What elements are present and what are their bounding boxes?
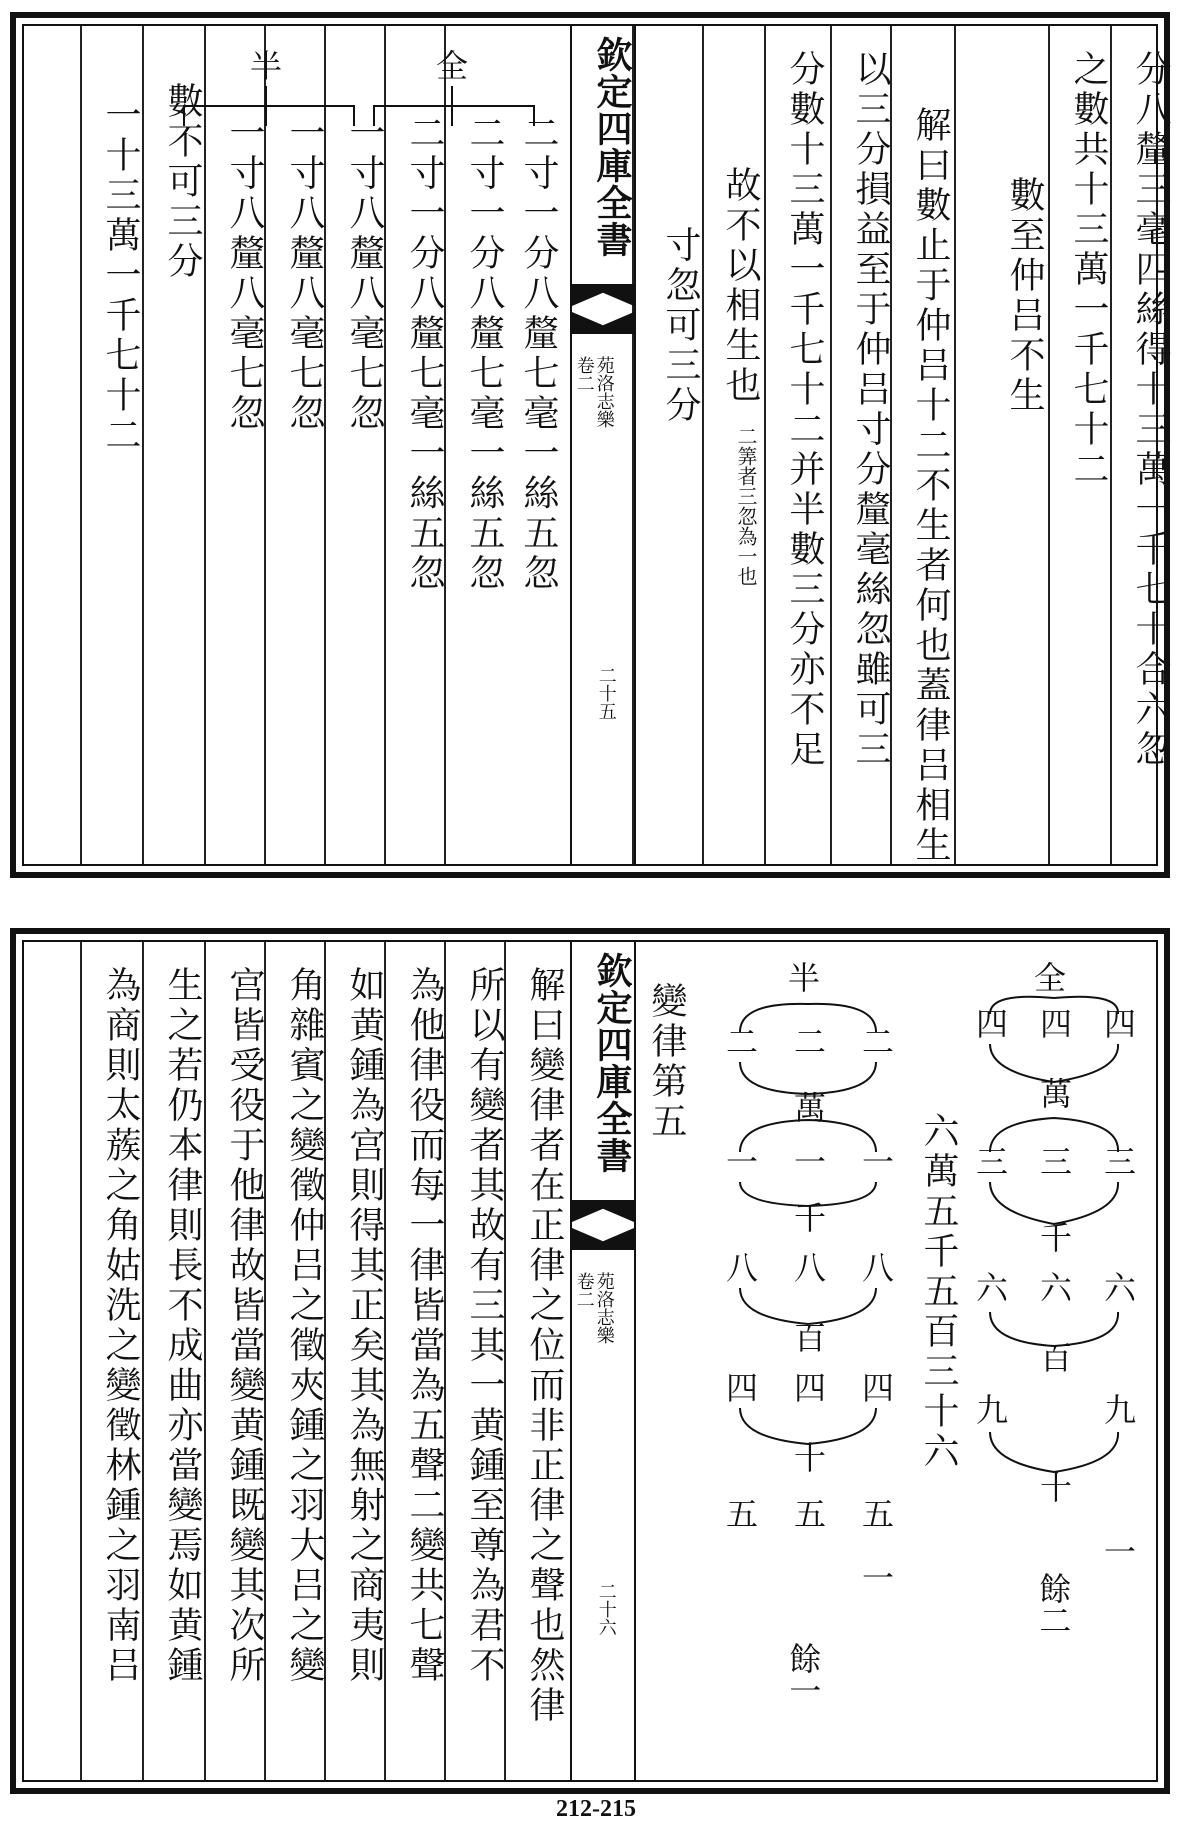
text-column [26, 942, 76, 1780]
fish-tail-mark [572, 1228, 634, 1250]
text-column: 解曰變律者在正律之位而非正律之聲也然律 [524, 966, 565, 1726]
tree-digit: 一 [726, 1143, 759, 1181]
top-page [10, 12, 1170, 878]
diagram-column: 二寸一分八釐七毫一絲五忽 [464, 114, 505, 594]
tree-digit: 六 [1040, 1269, 1073, 1307]
tree-digit: 一 [1104, 1533, 1137, 1571]
tree-digit: 三 [1104, 1143, 1137, 1181]
tree-digit: 一 [794, 1143, 827, 1181]
text-column: 所以有變者其故有三其一黄鍾至尊為君不 [464, 966, 505, 1686]
tree-digit: 八 [862, 1249, 895, 1287]
folio-number: 二十六 [595, 1582, 617, 1636]
text-column: 故不以相生也 [720, 166, 761, 406]
tree-half-label: 半 [788, 959, 821, 997]
text-column: 角雜賓之變徵仲吕之徵夾鍾之羽大吕之變 [284, 966, 325, 1686]
bottom-page-frame [22, 940, 1158, 1782]
diagram-column: 二寸一分八釐七毫一絲五忽 [404, 114, 445, 594]
text-column: 分八釐三毫四絲得十三萬一千七十合六忽 [1130, 50, 1171, 770]
text-column: 一十三萬一千七十二 [100, 96, 141, 456]
center-banner-strip [570, 942, 636, 1780]
tree-digit: 百 [794, 1319, 827, 1357]
text-column: 分數十三萬一千七十二并半數三分亦不足 [784, 50, 825, 770]
diagram-column: 一寸八釐八毫七忽 [284, 114, 325, 434]
tree-digit: 一 [862, 1143, 895, 1181]
tree-digit: 四 [726, 1369, 759, 1407]
tree-digit: 千 [1040, 1219, 1073, 1257]
volume-label: 卷二 [573, 1272, 595, 1308]
tree-digit: 五 [794, 1495, 827, 1533]
folio-number: 二十五 [595, 666, 617, 720]
tree-digit: 萬 [1040, 1075, 1073, 1113]
tree-digit: 千 [794, 1199, 827, 1237]
tree-digit: 四 [1040, 1005, 1073, 1043]
tree-digit: 二 [726, 1023, 759, 1061]
tree-digit: 二 [794, 1023, 827, 1061]
tree-digit: 八 [726, 1249, 759, 1287]
tree-digit: 四 [976, 1005, 1009, 1043]
volume-label: 卷二 [573, 356, 595, 392]
tree-digit: 一 [862, 1559, 895, 1597]
tree-digit: 四 [794, 1369, 827, 1407]
tree-digit: 三 [1040, 1143, 1073, 1181]
page-number: 212-215 [556, 1796, 636, 1822]
tree-digit: 二 [862, 1023, 895, 1061]
text-column: 如黄鍾為宫則得其正矣其為無射之商夷則 [344, 966, 385, 1686]
text-column: 生之若仍本律則長不成曲亦當變焉如黄鍾 [162, 966, 203, 1686]
tree-digit: 八 [794, 1249, 827, 1287]
text-column: 為他律役而每一律皆當為五聲二變共七聲 [404, 966, 445, 1686]
text-column: 數不可三分 [162, 82, 203, 282]
tree-digit: 十 [1040, 1469, 1073, 1507]
result-column: 六萬五千五百三十六 [918, 1112, 959, 1472]
tree-digit: 五 [726, 1495, 759, 1533]
tree-digit: 萬 [794, 1089, 827, 1127]
text-column: 之數共十三萬一千七十二 [1068, 50, 1109, 490]
banner-title: 欽定四庫全書 [591, 36, 633, 258]
text-column [26, 26, 76, 864]
diagram-column: 二寸一分八釐七毫一絲五忽 [518, 114, 559, 594]
fish-tail-mark [572, 1200, 634, 1222]
tree-digit: 五 [862, 1495, 895, 1533]
annotation-note: 二筭者三忽為一也 [734, 426, 758, 586]
book-subtitle: 苑洛志樂 [593, 1272, 615, 1344]
text-column: 以三分損益至于仲吕寸分釐毫絲忽雖可三 [850, 50, 891, 770]
text-column: 寸忽可三分 [660, 226, 701, 426]
chapter-title: 變律第五 [646, 982, 687, 1142]
tree-digit: 十 [794, 1439, 827, 1477]
tree-digit: 六 [976, 1269, 1009, 1307]
tree-whole-label: 全 [1034, 959, 1067, 997]
tree-digit: 六 [1104, 1269, 1137, 1307]
tree-remainder: 餘一 [784, 1642, 823, 1706]
tree-digit: 四 [1104, 1005, 1137, 1043]
tree-digit: 百 [1040, 1339, 1073, 1377]
text-column: 解曰數止于仲吕十二不生者何也蓋律吕相生 [910, 106, 951, 866]
top-page-frame [22, 24, 1171, 866]
diagram-column: 一寸八釐八毫七忽 [344, 114, 385, 434]
tree-digit: 四 [862, 1369, 895, 1407]
text-column: 為商則太蔟之角姑洗之變徵林鍾之羽南吕 [100, 966, 141, 1686]
book-subtitle: 苑洛志樂 [593, 356, 615, 428]
diagram-column: 一寸八釐八毫七忽 [224, 114, 265, 434]
banner-title: 欽定四庫全書 [591, 952, 633, 1174]
text-column: 宫皆受役于他律故皆當變黄鍾既變其次所 [224, 966, 265, 1686]
tree-digit: 九 [1104, 1391, 1137, 1429]
tree-digit: 九 [976, 1391, 1009, 1429]
tree-digit: 三 [976, 1143, 1009, 1181]
text-column: 數至仲吕不生 [1004, 176, 1045, 416]
whole-label: 全 [436, 47, 469, 85]
half-label: 半 [250, 47, 283, 85]
bottom-page [10, 928, 1170, 1794]
tree-remainder: 餘二 [1034, 1572, 1073, 1636]
